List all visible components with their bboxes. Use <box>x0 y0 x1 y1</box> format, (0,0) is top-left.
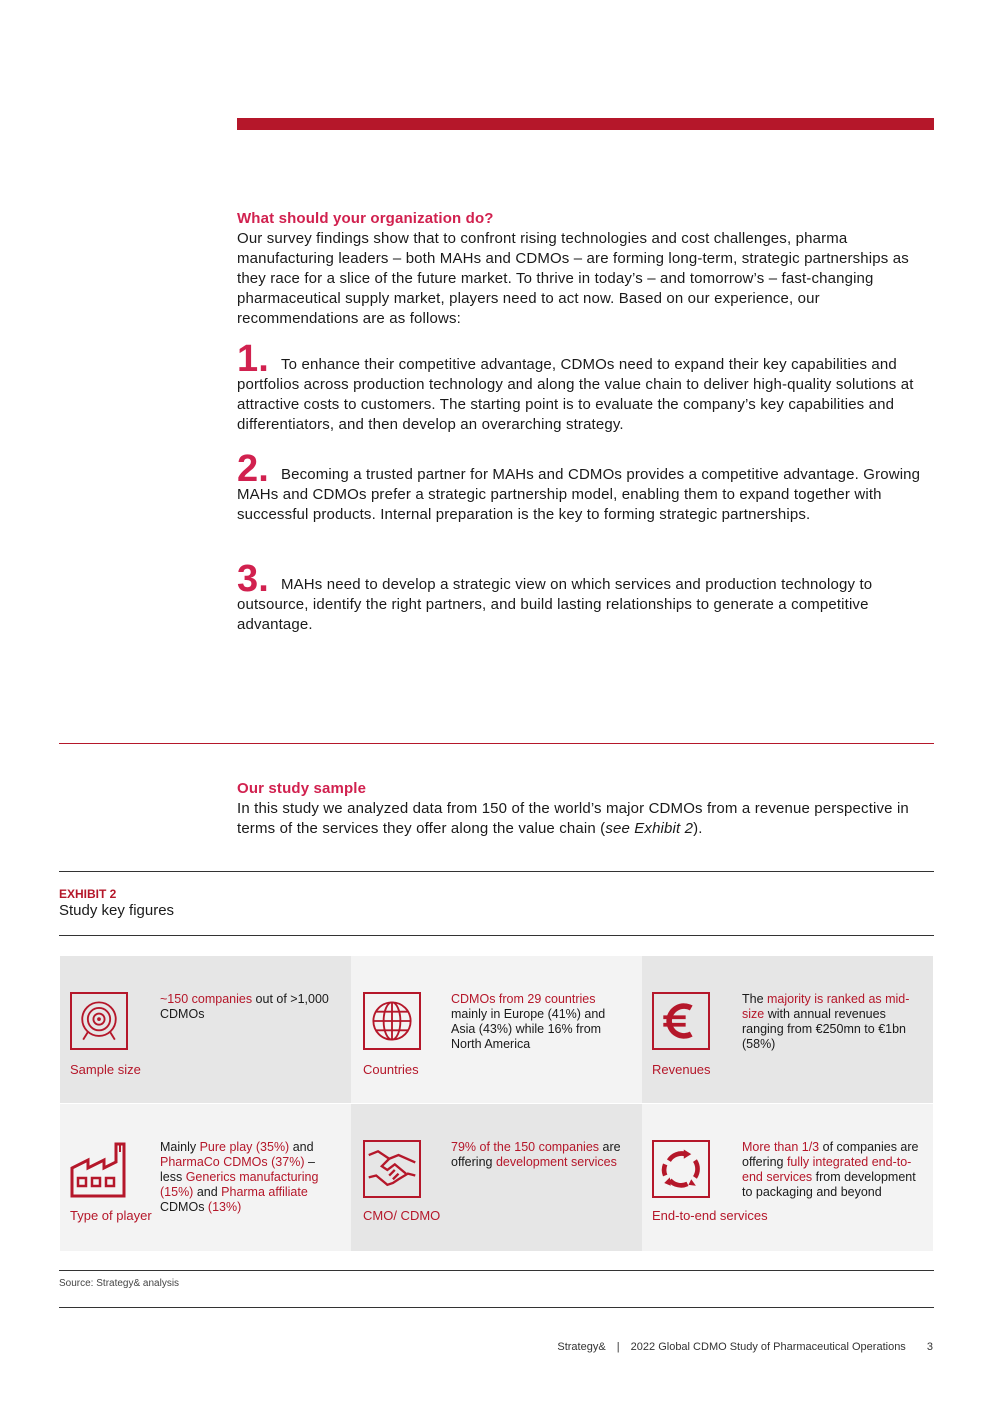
intro-paragraph: Our survey findings show that to confront rising technologies and cost challenges, pharma manufacturing leaders – both MAHs and CDMOs – are forming long-term, strategic partnerships as they race for a slice of the future market. To thrive in today’s – and tomorrow’s – fast-changing pharmaceutical supply market, players need to act now. Based on our experience, our recommendations are as follows: <box>237 230 909 327</box>
description-text: of companies are offering <box>742 1140 919 1169</box>
description-text: The <box>742 992 768 1006</box>
description-text: mainly in Europe (41%) and Asia (43%) while 16% from North America <box>451 1007 606 1051</box>
card-label: CMO/ CDMO <box>363 1208 441 1223</box>
highlighted-text: Pharma affiliate <box>221 1185 308 1199</box>
key-figure-card <box>351 1104 642 1251</box>
euro-icon <box>652 992 710 1050</box>
card-description <box>160 992 340 1022</box>
factory-icon <box>70 1140 128 1198</box>
cycle-icon <box>652 1140 710 1198</box>
key-figures-grid <box>60 956 933 1251</box>
highlighted-text: (13%) <box>207 1200 242 1214</box>
study-sample-paragraph <box>237 799 927 839</box>
top-accent-bar <box>237 118 934 130</box>
recommendation-3 <box>237 558 927 635</box>
source-top-rule <box>59 1270 934 1271</box>
recommendations-section <box>237 209 927 329</box>
description-text: Mainly <box>160 1140 200 1154</box>
description-text: CDMOs <box>160 1200 208 1214</box>
description-text: – less <box>160 1155 315 1184</box>
exhibit-title: Study key figures <box>59 902 175 919</box>
highlighted-text: CDMOs from 29 countries <box>451 992 596 1006</box>
page-number: 3 <box>926 1341 933 1353</box>
highlighted-text: development services <box>495 1155 617 1169</box>
card-description <box>451 1140 631 1170</box>
exhibit-top-rule <box>59 871 934 872</box>
recommendation-number: 1. <box>237 338 269 380</box>
recommendation-2 <box>237 448 927 525</box>
section-heading: What should your organization do? <box>237 210 494 227</box>
page-footer <box>549 1341 933 1353</box>
description-text: are offering <box>451 1140 621 1169</box>
highlighted-text: PharmaCo CDMOs (37%) <box>160 1155 305 1169</box>
study-sample-section <box>237 779 927 839</box>
card-description <box>742 1140 922 1200</box>
description-text: from development to packaging and beyond <box>742 1170 916 1199</box>
card-label: Type of player <box>70 1208 152 1223</box>
highlighted-text: 79% of the 150 companies <box>451 1140 600 1154</box>
recommendation-1 <box>237 338 927 435</box>
highlighted-text: Generics manufacturing (15%) <box>160 1170 319 1199</box>
exhibit-reference: see Exhibit 2 <box>605 820 694 837</box>
highlighted-text: ~150 companies <box>160 992 253 1006</box>
recommendation-text: To enhance their competitive advantage, CDMOs need to expand their key capabilities and portfolios across production technology and along the value chain to deliver high-quality solutions at attractive costs to customers. The starting point is to evaluate the company’s key capabilities and differentiators, and then develop an overarching strategy. <box>237 356 914 433</box>
highlighted-text: More than 1/3 <box>742 1140 820 1154</box>
key-figure-card <box>642 1104 933 1251</box>
source-note: Source: Strategy& analysis <box>59 1278 180 1289</box>
footer-doc-title: 2022 Global CDMO Study of Pharmaceutical Operations <box>630 1341 906 1353</box>
footer-brand: Strategy& <box>557 1341 606 1353</box>
card-label: Revenues <box>652 1062 711 1077</box>
section-heading: Our study sample <box>237 780 367 797</box>
description-text: out of >1,000 CDMOs <box>160 992 329 1021</box>
card-label: Countries <box>363 1062 419 1077</box>
description-text: and <box>289 1140 314 1154</box>
exhibit-title-rule <box>59 935 934 936</box>
target-icon <box>70 992 128 1050</box>
section-divider <box>59 743 934 744</box>
highlighted-text: majority is ranked as mid-size <box>742 992 910 1021</box>
key-figure-card <box>642 956 933 1103</box>
card-description <box>451 992 631 1052</box>
recommendation-text: Becoming a trusted partner for MAHs and CDMOs provides a competitive advantage. Growing MAHs and CDMOs prefer a strategic partnership model, enabling them to expand together with successful products. Internal preparation is the key to forming strategic partnerships. <box>237 466 921 523</box>
highlighted-text: Pure play (35%) <box>199 1140 290 1154</box>
card-label: End-to-end services <box>652 1208 768 1223</box>
card-description <box>742 992 922 1052</box>
globe-icon <box>363 992 421 1050</box>
footer-separator: | <box>616 1341 620 1353</box>
recommendation-number: 3. <box>237 558 269 600</box>
paragraph-text-end: ). <box>693 820 703 837</box>
key-figure-card <box>60 1104 351 1251</box>
source-bottom-rule <box>59 1307 934 1308</box>
description-text: and <box>193 1185 222 1199</box>
card-label: Sample size <box>70 1062 141 1077</box>
handshake-icon <box>363 1140 421 1198</box>
key-figure-card <box>60 956 351 1103</box>
key-figure-card <box>351 956 642 1103</box>
recommendation-text: MAHs need to develop a strategic view on which services and production technology to outsource, identify the right partners, and build lasting relationships to generate a competitive advantage. <box>237 576 873 633</box>
paragraph-text: In this study we analyzed data from 150 of the world’s major CDMOs from a revenue perspective in terms of the services they offer along the value chain ( <box>237 800 909 837</box>
exhibit-label: EXHIBIT 2 <box>59 887 117 901</box>
highlighted-text: fully integrated end-to-end services <box>742 1155 912 1184</box>
card-description <box>160 1140 340 1215</box>
recommendation-number: 2. <box>237 448 269 490</box>
description-text: with annual revenues ranging from €250mn to €1bn (58%) <box>742 1007 906 1051</box>
